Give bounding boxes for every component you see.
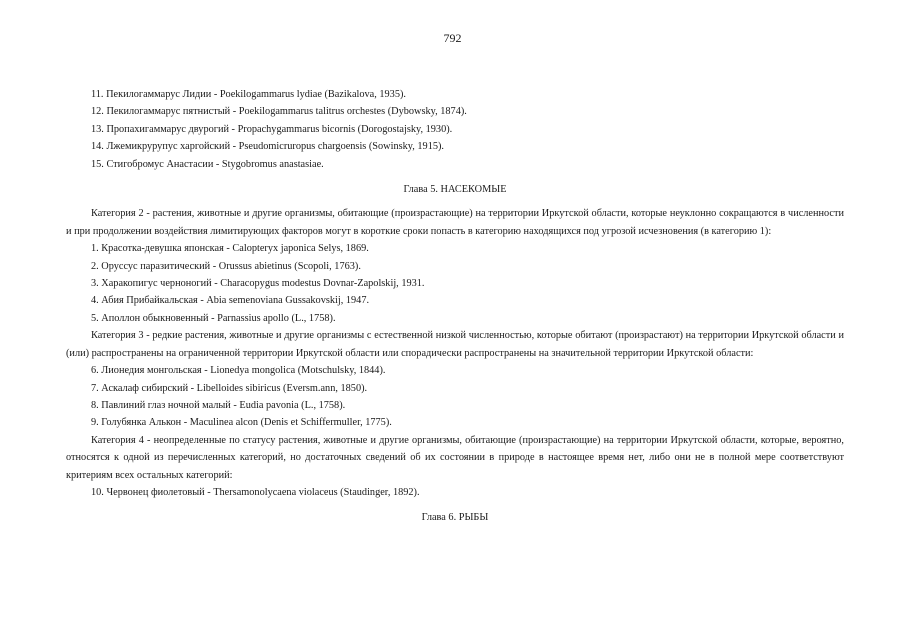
list-item: 1. Красотка-девушка японская - Calopteryx japonica Selys, 1869. <box>91 243 369 255</box>
list-item: 8. Павлиний глаз ночной малый - Eudia pavonia (L., 1758). <box>91 399 346 411</box>
chapter-6-heading: Глава 6. РЫБЫ <box>421 512 489 524</box>
list-item: 12. Пекилогаммарус пятнистый - Poekilogammarus talitrus orchestes (Dybowsky, 1874). <box>91 106 467 118</box>
category-2-paragraph: Категория 2 - растения, животные и другие организмы, обитающие (произрастающие) на территории Иркутской области, которые неуклонно сокращаются в численности и при продолжении воздействия лимитирующих факторов могут в короткие сроки попасть в категорию находящихся под угрозой исчезновения (в категорию 1): <box>66 208 844 237</box>
list-item: 4. Абия Прибайкальская - Abia semenoviana Gussakovskij, 1947. <box>91 295 370 307</box>
category-4-list <box>66 484 844 501</box>
list-item: 2. Оруссус паразитический - Orussus abietinus (Scopoli, 1763). <box>91 260 361 272</box>
category-3-paragraph: Категория 3 - редкие растения, животные и другие организмы с естественной низкой численностью, которые обитают (произрастают) на территории Иркутской области и (или) распространены на ограниченной территории Иркутской области или спорадически распространены на значительной территории Иркутской области: <box>66 330 844 359</box>
list-item: 11. Пекилогаммарус Лидии - Poekilogammarus lydiae (Bazikalova, 1935). <box>91 89 406 100</box>
list-item: 13. Пропахигаммарус двурогий - Propachygammarus bicornis (Dorogostajsky, 1930). <box>91 123 453 135</box>
list-item: 7. Аскалаф сибирский - Libelloides sibiricus (Eversm.ann, 1850). <box>91 382 368 394</box>
document-body <box>66 86 844 527</box>
list-item: 9. Голубянка Алькон - Maculinea alcon (Denis et Schiffermuller, 1775). <box>91 417 392 429</box>
list-item: 6. Лионедия монгольская - Lionedya mongolica (Motschulsky, 1844). <box>91 365 386 377</box>
amphipod-list <box>66 86 844 173</box>
category-3-list <box>66 362 844 432</box>
list-item: 10. Червонец фиолетовый - Thersamonolycaena violaceus (Staudinger, 1892). <box>91 486 420 498</box>
list-item: 14. Лжемикрурупус харгойский - Pseudomicruropus chargoensis (Sowinsky, 1915). <box>91 141 445 153</box>
chapter-5-heading: Глава 5. НАСЕКОМЫЕ <box>403 184 507 196</box>
category-2-list <box>66 240 844 327</box>
list-item: 15. Стигобромус Анастасии - Stygobromus anastasiae. <box>91 158 324 170</box>
page-number: 792 <box>443 31 462 45</box>
list-item: 5. Аполлон обыкновенный - Parnassius apollo (L., 1758). <box>91 312 336 324</box>
list-item: 3. Харакопигус черноногий - Characopygus modestus Dovnar-Zapolskij, 1931. <box>91 278 425 290</box>
category-4-paragraph: Категория 4 - неопределенные по статусу растения, животные и другие организмы, обитающие (произрастающие) на территории Иркутской области, которые, вероятно, относятся к одной из перечисленных категорий, но достаточных сведений об их состоянии в природе в настоящее время нет, либо они не в полной мере соответствуют критериям всех остальных категорий: <box>66 434 844 481</box>
